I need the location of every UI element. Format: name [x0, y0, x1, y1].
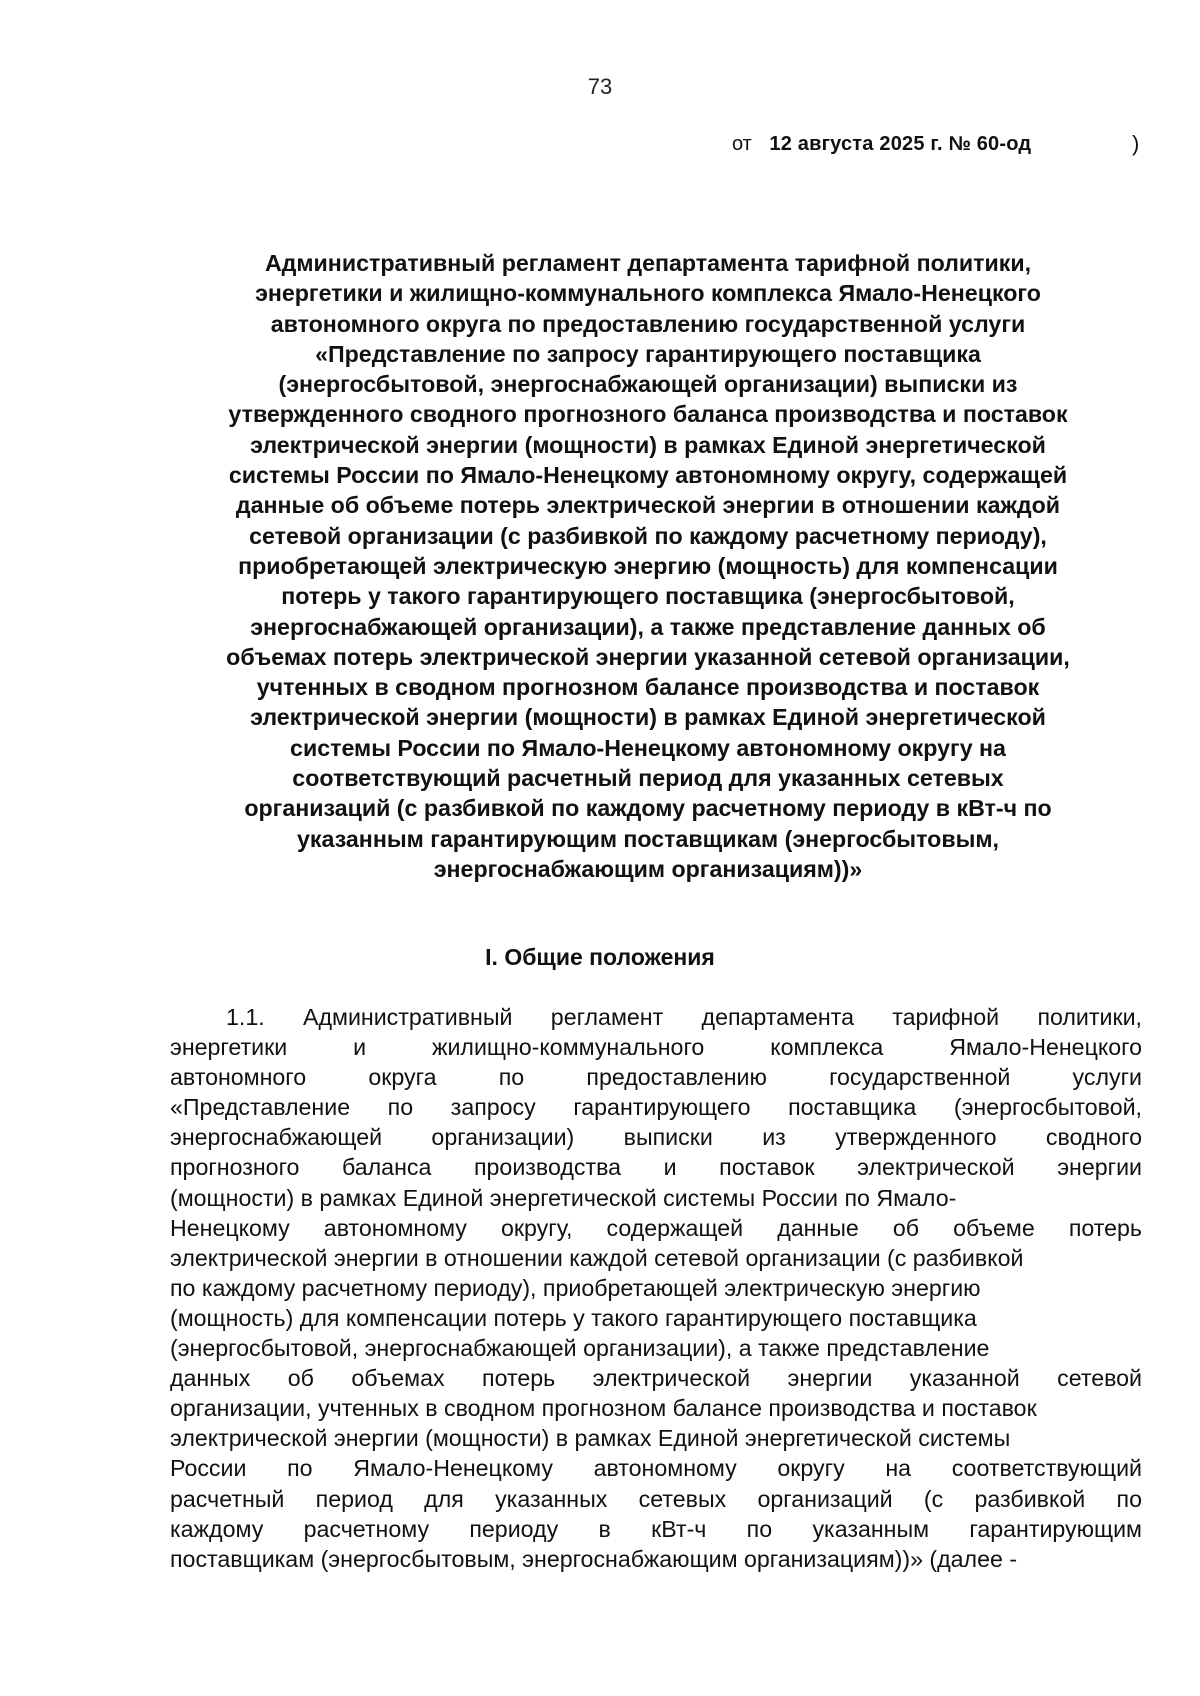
body-line: электрической энергии в отношении каждой сетевой организации (с разбивкой	[170, 1244, 1024, 1271]
body-line: организации, учтенных в сводном прогнозном балансе производства и поставок	[170, 1395, 1037, 1422]
title-line: учтенных в сводном прогнозном балансе производства и поставок	[256, 674, 1040, 701]
title-line: соответствующий расчетный период для указанных сетевых	[292, 765, 1004, 792]
title-line: автономного округа по предоставлению государственной услуги	[270, 310, 1026, 337]
body-line: автономного округа по предоставлению государственной услуги	[170, 1064, 1142, 1091]
title-line: данные об объеме потерь электрической энергии в отношении каждой	[235, 492, 1061, 519]
body-line: поставщикам (энергосбытовым, энергоснабжающим организациям))» (далее -	[170, 1545, 1018, 1572]
title-line: указанным гарантирующим поставщикам (энергосбытовым,	[297, 825, 999, 852]
body-line: 1.1. Административный регламент департамента тарифной политики,	[226, 1004, 1142, 1030]
title-line: системы России по Ямало-Ненецкому автономному округу на	[290, 734, 1006, 761]
title-line: «Представление по запросу гарантирующего поставщика	[315, 340, 981, 367]
body-line: (мощность) для компенсации потерь у такого гарантирующего поставщика	[170, 1304, 977, 1331]
body-line: энергоснабжающей организации) выписки из утвержденного сводного	[170, 1124, 1142, 1151]
body-line: России по Ямало-Ненецкому автономному округу на соответствующий	[170, 1455, 1142, 1482]
title-line: объемах потерь электрической энергии указанной сетевой организации,	[226, 643, 1070, 670]
title-line: организаций (с разбивкой по каждому расчетному периоду в кВт-ч по	[244, 795, 1052, 822]
title-line: энергоснабжающей организации), а также представление данных об	[250, 613, 1046, 640]
title-line: сетевой организации (с разбивкой по каждому расчетному периоду),	[249, 522, 1047, 549]
doc-ref-closing-paren: )	[1132, 131, 1140, 156]
title-line: утвержденного сводного прогнозного баланса производства и поставок	[228, 401, 1068, 428]
title-line: Административный регламент департамента тарифной политики,	[264, 250, 1032, 276]
body-line: Ненецкому автономному округу, содержащей данные об объеме потерь	[170, 1214, 1142, 1241]
title-line: энергоснабжающим организациям))»	[433, 855, 863, 882]
doc-ref-prefix: от	[732, 133, 752, 155]
body-paragraph	[170, 1002, 1142, 1574]
body-line: энергетики и жилищно-коммунального комплекса Ямало-Ненецкого	[170, 1034, 1142, 1061]
body-line: каждому расчетному периоду в кВт-ч по указанным гарантирующим	[170, 1515, 1142, 1542]
body-line: по каждому расчетному периоду), приобретающей электрическую энергию	[170, 1274, 981, 1301]
title-line: энергетики и жилищно-коммунального комплекса Ямало-Ненецкого	[255, 280, 1041, 307]
body-line: данных об объемах потерь электрической энергии указанной сетевой	[170, 1365, 1142, 1392]
body-line: (мощности) в рамках Единой энергетической системы России по Ямало-	[170, 1184, 957, 1211]
title-line: электрической энергии (мощности) в рамках Единой энергетической	[250, 431, 1046, 458]
document-reference	[732, 133, 1031, 156]
section-heading: I. Общие положения	[485, 944, 715, 970]
body-line: электрической энергии (мощности) в рамках Единой энергетической системы	[170, 1425, 1011, 1452]
body-line: (энергосбытовой, энергоснабжающей организации), а также представление	[170, 1335, 990, 1362]
body-line: прогнозного баланса производства и поставок электрической энергии	[170, 1154, 1142, 1181]
body-line: расчетный период для указанных сетевых организаций (с разбивкой по	[170, 1485, 1142, 1512]
title-line: потерь у такого гарантирующего поставщика (энергосбытовой,	[281, 583, 1015, 610]
title-line: приобретающей электрическую энергию (мощность) для компенсации	[238, 552, 1058, 579]
title-line: (энергосбытовой, энергоснабжающей организации) выписки из	[278, 371, 1018, 398]
body-line: «Представление по запросу гарантирующего поставщика (энергосбытовой,	[170, 1094, 1142, 1121]
doc-ref-date-number: 12 августа 2025 г. № 60-од	[769, 133, 1032, 155]
document-title	[168, 248, 1128, 884]
title-line: системы России по Ямало-Ненецкому автономному округу, содержащей	[228, 462, 1068, 489]
title-line: электрической энергии (мощности) в рамках Единой энергетической	[250, 704, 1046, 731]
page-number: 73	[587, 74, 613, 99]
